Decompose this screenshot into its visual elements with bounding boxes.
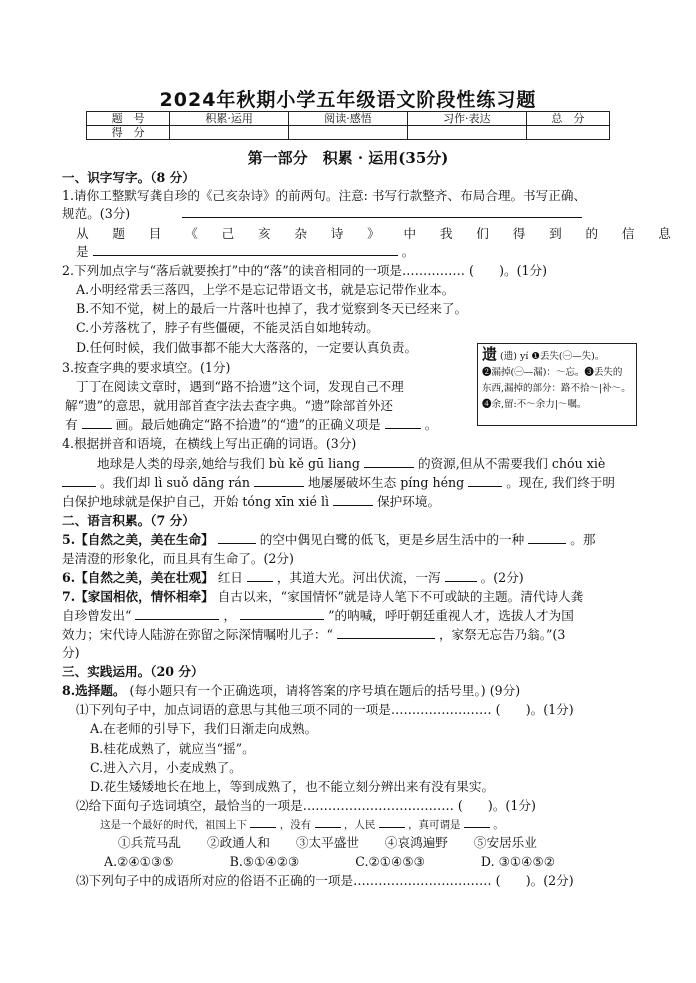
q3-stem: 3.按查字典的要求填空。(1分) bbox=[62, 360, 231, 375]
q8-2-answer-options bbox=[104, 853, 684, 871]
q2-stem: 2.下列加点字与“落后就要挨打”中的“落”的读音相同的一项是…………… ( )。(1分) bbox=[62, 263, 548, 278]
dict-line1-text: (遗) yí ❶丢失(㊀—失)。 bbox=[500, 351, 605, 362]
dict-line2: ❷漏掉(㊀—漏)：～忘。❸丢失的 bbox=[482, 367, 623, 378]
q5-line2: 是清澄的形象化，而且具有生命了。(2分) bbox=[62, 551, 294, 566]
q5-blank[interactable] bbox=[528, 531, 566, 544]
q6-blank[interactable] bbox=[247, 569, 273, 582]
word-options bbox=[118, 834, 696, 852]
score-input-cell[interactable] bbox=[526, 126, 609, 140]
q4-line2-text2: 地屡屡破坏生态 píng héng bbox=[308, 475, 465, 490]
dictionary-entry-box bbox=[477, 343, 637, 426]
q7-blank[interactable] bbox=[135, 607, 219, 620]
dict-line1 bbox=[482, 346, 632, 365]
q4-line2-text3: 。现在, 我们终于明 bbox=[506, 475, 615, 490]
q8-1-option-c[interactable]: C.进入六月，小麦成熟了。 bbox=[90, 760, 242, 775]
score-input-cell[interactable] bbox=[170, 126, 289, 140]
char: 《 bbox=[185, 226, 198, 241]
q8-2-blank[interactable] bbox=[379, 815, 405, 828]
q7-text: ，家祭无忘告乃翁。”(3 bbox=[438, 627, 566, 642]
q4-line3-text2: 保护环境。 bbox=[377, 494, 441, 509]
q1-line2-text: 规范。(3分) bbox=[62, 206, 131, 221]
char: 得 bbox=[512, 226, 526, 241]
q8-2-blank[interactable] bbox=[464, 815, 490, 828]
q7-line1 bbox=[62, 588, 642, 606]
dict-line4: ❹余,留:不～余力|～嘱。 bbox=[482, 399, 587, 410]
section-heading: 一、识字写字。（8 分） bbox=[62, 170, 195, 185]
score-cell: 得 分 bbox=[87, 126, 170, 140]
q4-blank[interactable] bbox=[333, 493, 373, 506]
char: 杂 bbox=[294, 226, 307, 241]
q5-blank[interactable] bbox=[218, 531, 256, 544]
q6-text: 红日 bbox=[217, 570, 243, 585]
exam-title: 2024年秋期小学五年级语文阶段性练习题 bbox=[159, 89, 537, 111]
q1-answer-line[interactable] bbox=[182, 205, 582, 218]
q7-text: ， bbox=[223, 608, 237, 623]
q8-label: 8.选择题。 bbox=[62, 683, 126, 698]
q7-line4: 分) bbox=[62, 645, 80, 660]
q4-blank[interactable] bbox=[364, 455, 414, 468]
q8-2-sentence bbox=[100, 815, 680, 834]
word-option: ③太平盛世 bbox=[295, 835, 359, 850]
answer-option-a[interactable]: A.②④①③⑤ bbox=[104, 854, 174, 869]
q4-blank[interactable] bbox=[254, 474, 304, 487]
section-heading: 三、实践运用。（20 分） bbox=[62, 664, 204, 679]
char: 息 bbox=[658, 226, 671, 241]
word-option: ⑤安居乐业 bbox=[473, 835, 537, 850]
q4-stem: 4.根据拼音和语境，在横线上写出正确的词语。(3分) bbox=[62, 436, 357, 451]
char: 目 bbox=[148, 226, 162, 241]
q3-stroke-count-blank[interactable] bbox=[82, 416, 112, 429]
q4-line1 bbox=[97, 455, 677, 473]
q4-line2 bbox=[62, 474, 642, 492]
q3-line3-start: 有 bbox=[65, 417, 78, 432]
q4-line3-text: 白保护地球就是保护自己，开始 tóng xīn xié lì bbox=[62, 494, 330, 509]
q1-line4-start: 是 bbox=[76, 244, 89, 259]
char: 题 bbox=[112, 226, 125, 241]
score-cell: 总 分 bbox=[526, 112, 609, 126]
q7-text: 自珍曾发出“ bbox=[62, 608, 132, 623]
q6-text3: 。(2分) bbox=[480, 570, 524, 585]
word-option: ②政通人和 bbox=[206, 835, 270, 850]
char: 中 bbox=[403, 226, 417, 241]
q7-text: 效力；宋代诗人陆游在弥留之际深情嘱咐儿子：“ bbox=[62, 627, 333, 642]
q8-2-text: 这是一个最好的时代，祖国上下 bbox=[100, 819, 247, 831]
score-table bbox=[86, 111, 610, 140]
answer-option-d[interactable]: D. ③①④⑤② bbox=[480, 854, 556, 869]
score-cell: 题 号 bbox=[87, 112, 170, 126]
char: 从 bbox=[76, 226, 89, 241]
q5-line1 bbox=[62, 531, 642, 549]
char: 诗 bbox=[330, 226, 344, 241]
dict-line3: 东西,漏掉的部分：路不拾～|补～。 bbox=[482, 383, 631, 394]
q2-option-b[interactable]: B.不知不觉，树上的最后一片落叶也掉了，我才觉察到冬天已经来了。 bbox=[76, 301, 468, 316]
q1-info-answer-line[interactable] bbox=[93, 243, 398, 256]
char: 们 bbox=[476, 226, 489, 241]
q7-text: 自古以来，“家国情怀”就是诗人笔下不可或缺的主题。清代诗人龚 bbox=[217, 589, 584, 604]
q4-blank[interactable] bbox=[468, 474, 502, 487]
word-option: ④哀鸿遍野 bbox=[384, 835, 448, 850]
q8-instructions: (每小题只有一个正确选项，请将答案的序号填在题后的括号里。) (9分) bbox=[129, 683, 521, 698]
q4-line2-text: 。我们却 lì suǒ dāng rán bbox=[100, 475, 250, 490]
q1-line4 bbox=[76, 243, 656, 261]
section-heading: 二、语言积累。（7 分） bbox=[62, 513, 195, 528]
q6-label: 6.【自然之美，美在壮观】 bbox=[62, 570, 214, 585]
score-input-cell[interactable] bbox=[407, 126, 526, 140]
q6-text2: ，其道大光。河出伏流，一泻 bbox=[276, 570, 441, 585]
q8-2-blank[interactable] bbox=[250, 815, 276, 828]
score-table-header-row bbox=[87, 112, 610, 126]
q7-blank[interactable] bbox=[337, 626, 435, 639]
answer-option-c[interactable]: C.②①④⑤③ bbox=[355, 854, 425, 869]
q4-blank[interactable] bbox=[62, 474, 96, 487]
q8-2-text: ，真可谓是 bbox=[408, 819, 461, 831]
q8-3-stem: ⑶下列句子中的成语所对应的俗语不正确的一项是…………………………… ( )。(2分) bbox=[76, 873, 574, 888]
q5-text: 的空中偶见白鹭的低飞，更是乡居生活中的一种 bbox=[259, 532, 525, 547]
q8-2-text: 。 bbox=[493, 819, 504, 831]
q8-1-option-d[interactable]: D.花生矮矮地长在地上，等到成熟了，也不能立刻分辨出来有没有果实。 bbox=[90, 779, 495, 794]
answer-options bbox=[104, 853, 684, 871]
q7-line2 bbox=[62, 607, 642, 625]
answer-option-b[interactable]: B.⑤①④②③ bbox=[229, 854, 300, 869]
q8-1-option-a[interactable]: A.在老师的引导下，我们日渐走向成熟。 bbox=[90, 721, 318, 736]
q8-2-stem: ⑵给下面句子选词填空，最恰当的一项是……………………………… ( )。(1分) bbox=[76, 798, 536, 813]
word-option: ①兵荒马乱 bbox=[118, 835, 181, 850]
q6-blank[interactable] bbox=[445, 569, 477, 582]
q4-line3 bbox=[62, 493, 642, 511]
q5-text-end: 。那 bbox=[570, 532, 596, 547]
q8-1-option-b[interactable]: B.桂花成熟了，就应当“摇”。 bbox=[90, 741, 255, 756]
q8-2-text: ，人民 bbox=[343, 819, 376, 831]
q1-line3 bbox=[76, 225, 671, 243]
char: 的 bbox=[585, 226, 599, 241]
char: 亥 bbox=[257, 226, 271, 241]
q8-2-text: ，没有 bbox=[279, 819, 312, 831]
q2-option-c[interactable]: C.小芳落枕了，脖子有些僵硬，不能灵活自如地转动。 bbox=[76, 320, 379, 335]
q3-line3-end: 。 bbox=[424, 417, 438, 432]
q8-stem bbox=[62, 682, 642, 700]
dict-head-char: 遗 bbox=[482, 345, 498, 363]
q2-option-a[interactable]: A.小明经常丢三落四，上学不是忘记带语文书，就是忘记带作业本。 bbox=[76, 282, 455, 297]
q8-1-stem: ⑴下列句子中，加点词语的意思与其他三项不同的一项是…………………… ( )。(1分) bbox=[76, 702, 574, 717]
char: 到 bbox=[549, 226, 562, 241]
char: 己 bbox=[221, 226, 235, 241]
char: 我 bbox=[439, 226, 453, 241]
score-cell: 阅读·感悟 bbox=[289, 112, 408, 126]
q4-line1-text2: 的资源,但从不需要我们 chóu xiè bbox=[417, 456, 606, 471]
part1-title: 第一部分 积累 · 运用(35分) bbox=[247, 149, 449, 167]
score-table-score-row bbox=[87, 126, 610, 140]
q7-blank[interactable] bbox=[240, 607, 324, 620]
q7-line3 bbox=[62, 626, 642, 644]
q3-meaning-blank[interactable] bbox=[385, 416, 421, 429]
q5-label: 5.【自然之美，美在生命】 bbox=[62, 532, 214, 547]
char: 》 bbox=[367, 226, 380, 241]
q1-line1: 1.请你工整默写龚自珍的《己亥杂诗》的前两句。注意: 书写行款整齐、布局合理。书写正确、 bbox=[62, 188, 587, 203]
score-cell: 积累·运用 bbox=[170, 112, 289, 126]
q3-line2: 解“遗”的意思，就用部首查字法去查字典。“遗”除部首外还 bbox=[65, 398, 394, 413]
score-input-cell[interactable] bbox=[289, 126, 408, 140]
q8-2-word-list bbox=[118, 834, 696, 852]
q1-line2 bbox=[62, 205, 642, 223]
q7-text: ”的呐喊，呼吁朝廷重视人才，选拔人才为国 bbox=[328, 608, 574, 623]
q3-line1: 丁丁在阅读文章时，遇到“路不拾遗”这个词，发现自己不理 bbox=[76, 379, 404, 394]
score-cell: 习作·表达 bbox=[407, 112, 526, 126]
char: 信 bbox=[621, 226, 635, 241]
q8-2-blank[interactable] bbox=[315, 815, 341, 828]
q3-line3-mid: 画。最后她确定“路不拾遗”的“遗”的正确义项是 bbox=[115, 417, 381, 432]
q7-label: 7.【家国相依，情怀相牵】 bbox=[62, 589, 214, 604]
q2-option-d[interactable]: D.任何时候，我们做事都不能大大落落的，一定要认真负责。 bbox=[76, 340, 418, 355]
q6-line bbox=[62, 569, 642, 587]
q4-line1-text: 地球是人类的母亲,她给与我们 bù kě gū liang bbox=[97, 456, 360, 471]
q1-line4-end: 。 bbox=[401, 244, 415, 259]
